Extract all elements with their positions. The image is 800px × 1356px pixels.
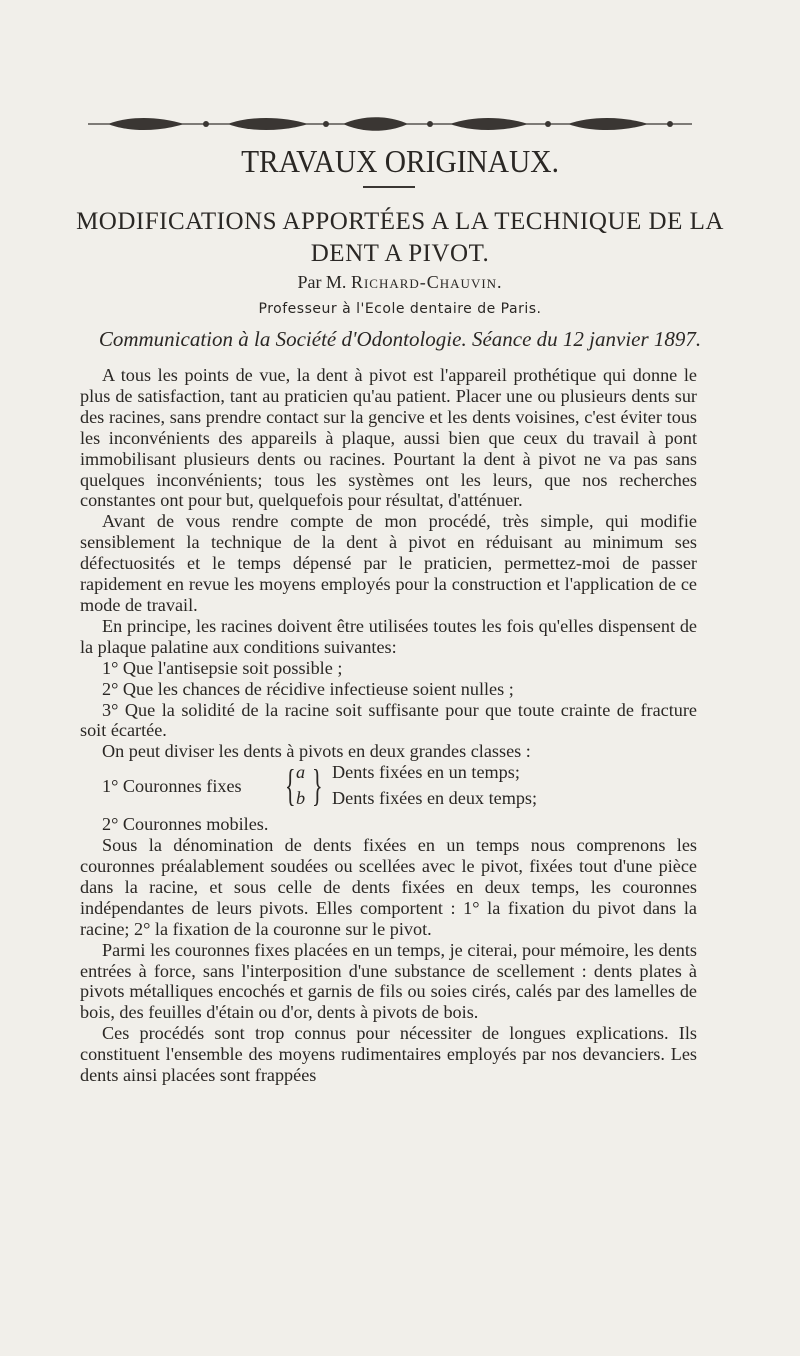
list-item: 2° Que les chances de récidive infectieuse soient nulles ; xyxy=(102,678,514,699)
decorative-ornament-band xyxy=(88,114,692,134)
right-brace: } xyxy=(312,761,323,811)
left-brace: { xyxy=(285,761,296,811)
paragraph: On peut diviser les dents à pivots en deux grandes classes : xyxy=(102,741,531,762)
section-title: TRAVAUX ORIGINAUX. xyxy=(241,143,559,179)
author-prefix: Par M. xyxy=(297,272,347,292)
subclass-a-text: Dents fixées en un temps; xyxy=(332,762,520,783)
subclass-a-letter: a xyxy=(296,762,306,783)
paragraph: En principe, les racines doivent être utilisées toutes les fois qu'elles dispensent de la plaque palatine aux conditions suivantes: xyxy=(80,615,697,657)
paragraph: Parmi les couronnes fixes placées en un temps, je citerai, pour mémoire, les dents entrées à force, sans l'interposition d'une substance de scellement : dents plates à pivots métalliques encochés et garnis de fils ou soies cirés, calés par des lamelles de bois, des feuilles d'étain ou d'or, dents à pivots de bois. xyxy=(80,939,697,1023)
article-title: MODIFICATIONS APPORTÉES A LA TECHNIQUE DE LA DENT A PIVOT. xyxy=(76,208,724,267)
paragraph: Sous la dénomination de dents fixées en un temps nous comprenons les couronnes préalablement soudées ou scellées avec le pivot, fixées tout d'une pièce dans la racine, et sous celle de dents fixées en deux temps, les couronnes indépendantes de leurs pivots. Elles comportent : 1° la fixation du pivot dans la racine; 2° la fixation de la couronne sur le pivot. xyxy=(80,835,697,939)
subclass-b-text: Dents fixées en deux temps; xyxy=(332,788,538,809)
paragraph: Avant de vous rendre compte de mon procédé, très simple, qui modifie sensiblement la technique de la dent à pivot en réduisant au minimum ses défectuosités et le temps dépensé par le praticien, permettez-moi de passer rapidement en revue les moyens employés pour la construction et l'application de ce mode de travail. xyxy=(80,511,697,615)
list-item: 3° Que la solidité de la racine soit suffisante pour que toute crainte de fracture soit écartée. xyxy=(80,699,697,741)
classification-block xyxy=(80,762,697,814)
communication-line: Communication à la Société d'Odontologie. Séance du 12 janvier 1897. xyxy=(98,327,702,351)
subclass-b-letter: b xyxy=(296,788,306,809)
author-line xyxy=(0,272,800,293)
paragraph: Ces procédés sont trop connus pour nécessiter de longues explications. Ils constituent l'ensemble des moyens rudimentaires employés par nos devanciers. Les dents ainsi placées sont frappées xyxy=(80,1023,697,1086)
list-item: 2° Couronnes mobiles. xyxy=(102,814,269,835)
title-rule xyxy=(363,186,415,188)
list-item: 1° Que l'antisepsie soit possible ; xyxy=(102,657,343,678)
classification-label: 1° Couronnes fixes xyxy=(102,776,242,797)
article-body xyxy=(80,365,697,1086)
author-name: Richard-Chauvin. xyxy=(350,272,503,292)
author-affiliation: Professeur à l'Ecole dentaire de Paris. xyxy=(258,301,542,317)
paragraph: A tous les points de vue, la dent à pivot est l'appareil prothétique qui donne le plus de satisfaction, tant au praticien qu'au patient. Placer une ou plusieurs dents sur des racines, sans prendre contact sur la gencive et les dents voisines, c'est éviter tous les inconvénients des appareils à plaque, aussi bien que ceux du travail à pont immobilisant plusieurs dents ou racines. Pourtant la dent à pivot ne va pas sans quelques inconvénients; tous les systèmes ont les leurs, que nos recherches constantes ont pour but, quelquefois pour résultat, d'atténuer. xyxy=(80,365,697,511)
